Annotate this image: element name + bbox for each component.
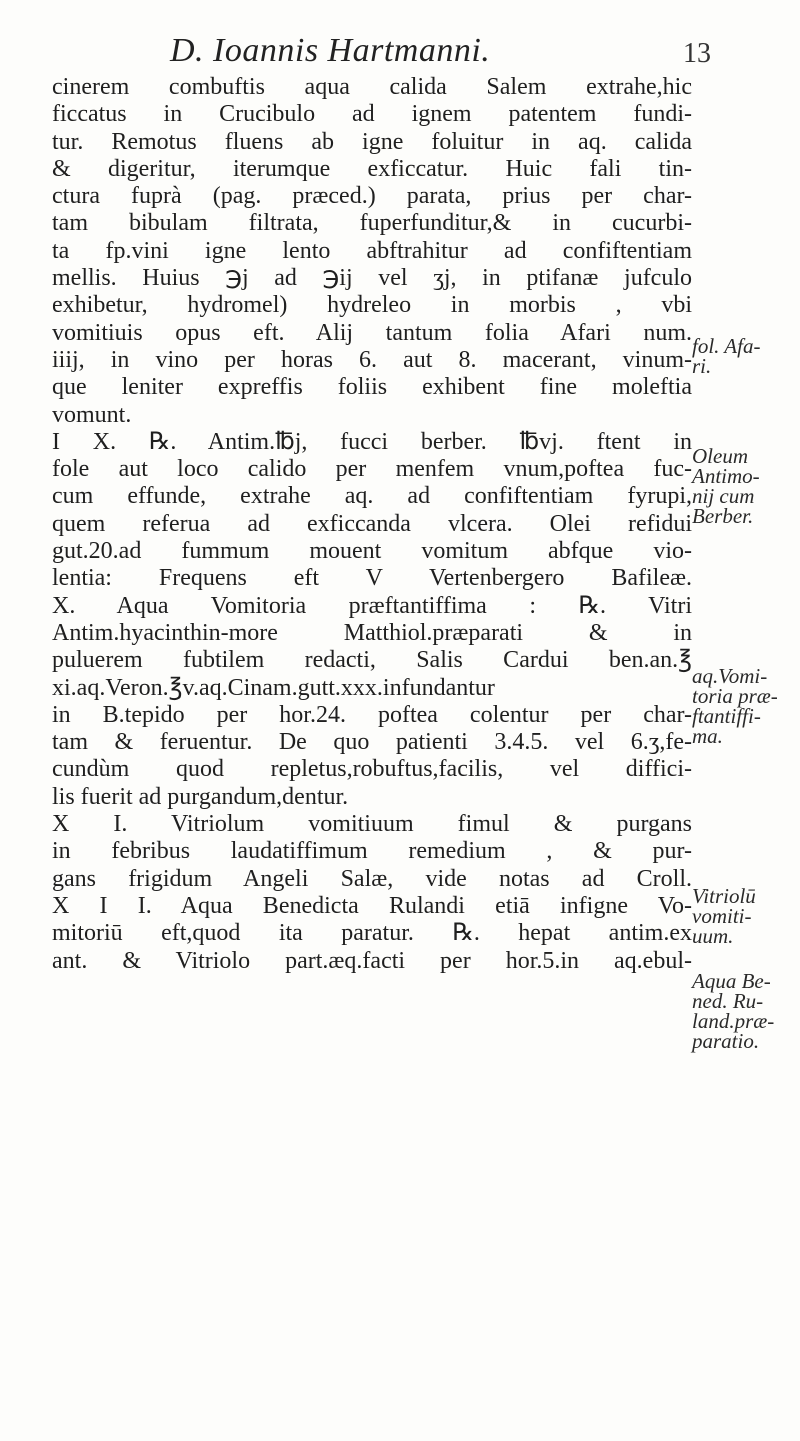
text-line: mitoriū eft,quod ita paratur. ℞. hepat antim.ex — [52, 920, 692, 947]
margin-note-line: Vitriolū — [692, 884, 756, 908]
text-line: & digeritur, iterumque exficcatur. Huic fali tin- — [52, 155, 692, 182]
margin-note-line: Antimo- — [692, 464, 760, 488]
text-line: quem referua ad exficcanda vlcera. Olei refidui — [52, 510, 692, 537]
margin-note-line: ftantiffi- — [692, 704, 761, 728]
margin-note-line: nij cum — [692, 484, 755, 508]
margin-note-line: Aqua Be- — [692, 969, 771, 993]
text-line: ta fp.vini igne lento abftrahitur ad confiftentiam — [52, 237, 692, 264]
text-line: X. Aqua Vomitoria præftantiffima : ℞. Vitri — [52, 592, 692, 619]
margin-note-line: toria præ- — [692, 684, 778, 708]
margin-note — [692, 971, 774, 1051]
margin-note-line: vomiti- — [692, 904, 752, 928]
text-line: lis fuerit ad purgandum,dentur. — [52, 783, 349, 810]
margin-note — [692, 336, 760, 376]
text-line: ctura fuprà (pag. præced.) parata, prius per char- — [52, 183, 692, 210]
text-line: mellis. Huius ℈j ad ℈ij vel ʒj, in ptifanæ jufculo — [52, 265, 692, 292]
text-line: X I I. Aqua Benedicta Rulandi etiā infigne Vo- — [52, 892, 692, 919]
text-line: lentia: Frequens eft V Vertenbergero Bafileæ. — [52, 565, 692, 592]
margin-note-line: ned. Ru- — [692, 989, 764, 1013]
margin-note-line: Berber. — [692, 504, 754, 528]
text-line: vomitiuis opus eft. Alij tantum folia Afari num. — [52, 319, 692, 346]
margin-note — [692, 886, 756, 946]
text-line: xi.aq.Veron.℥v.aq.Cinam.gutt.xxx.infundantur — [52, 674, 495, 701]
margin-note-line: uum. — [692, 924, 734, 948]
text-line: fole aut loco calido per menfem vnum,poftea fuc- — [52, 456, 692, 483]
margin-note-line: land.præ- — [692, 1009, 775, 1033]
margin-note-line: Oleum — [692, 444, 748, 468]
margin-note-line: paratio. — [692, 1029, 760, 1053]
text-line: X I. Vitriolum vomitiuum fimul & purgans — [52, 811, 692, 838]
margin-note — [692, 666, 778, 746]
text-line: I X. ℞. Antim.℔j, fucci berber. ℔vj. ftent in — [52, 428, 692, 455]
page-header — [0, 30, 800, 80]
page-number: 13 — [683, 38, 711, 69]
text-line: tam bibulam filtrata, fuperfunditur,& in cucurbi- — [52, 210, 692, 237]
text-line: iiij, in vino per horas 6. aut 8. macerant, vinum- — [52, 346, 692, 373]
running-head: D. Ioannis Hartmanni. — [170, 32, 491, 69]
text-line: in B.tepido per hor.24. poftea colentur per char- — [52, 701, 692, 728]
text-line: tur. Remotus fluens ab igne foluitur in aq. calida — [52, 128, 692, 155]
text-line: cum effunde, extrahe aq. ad confiftentiam fyrupi, — [52, 483, 692, 510]
text-line: in febribus laudatiffimum remedium , & pur- — [52, 838, 692, 865]
text-line: tam & feruentur. De quo patienti 3.4.5. vel 6.ʒ,fe- — [52, 729, 692, 756]
text-line: gut.20.ad fummum mouent vomitum abfque vio- — [52, 538, 692, 565]
text-line: ant. & Vitriolo part.æq.facti per hor.5.in aq.ebul- — [52, 947, 692, 974]
margin-note-line: ma. — [692, 724, 723, 748]
margin-note-line: aq.Vomi- — [692, 664, 768, 688]
text-line: cinerem combuftis aqua calida Salem extrahe,hic — [52, 74, 692, 100]
margin-note — [692, 446, 760, 526]
text-line: Antim.hyacinthin-more Matthiol.præparati & in — [52, 619, 692, 646]
margin-note-line: fol. Afa- — [692, 334, 761, 358]
text-line: puluerem fubtilem redacti, Salis Cardui ben.an.℥ — [52, 647, 692, 674]
text-line: cundùm quod repletus,robuftus,facilis, vel diffici- — [52, 756, 692, 783]
text-line: gans frigidum Angeli Salæ, vide notas ad Croll. — [52, 865, 692, 892]
text-line: exhibetur, hydromel) hydreleo in morbis , vbi — [52, 292, 692, 319]
margin-note-line: ri. — [692, 354, 712, 378]
text-line: que leniter expreffis foliis exhibent fine moleftia — [52, 374, 692, 401]
body-text — [52, 74, 692, 975]
text-line: vomunt. — [52, 401, 132, 428]
text-line: ficcatus in Crucibulo ad ignem patentem fundi- — [52, 101, 692, 128]
